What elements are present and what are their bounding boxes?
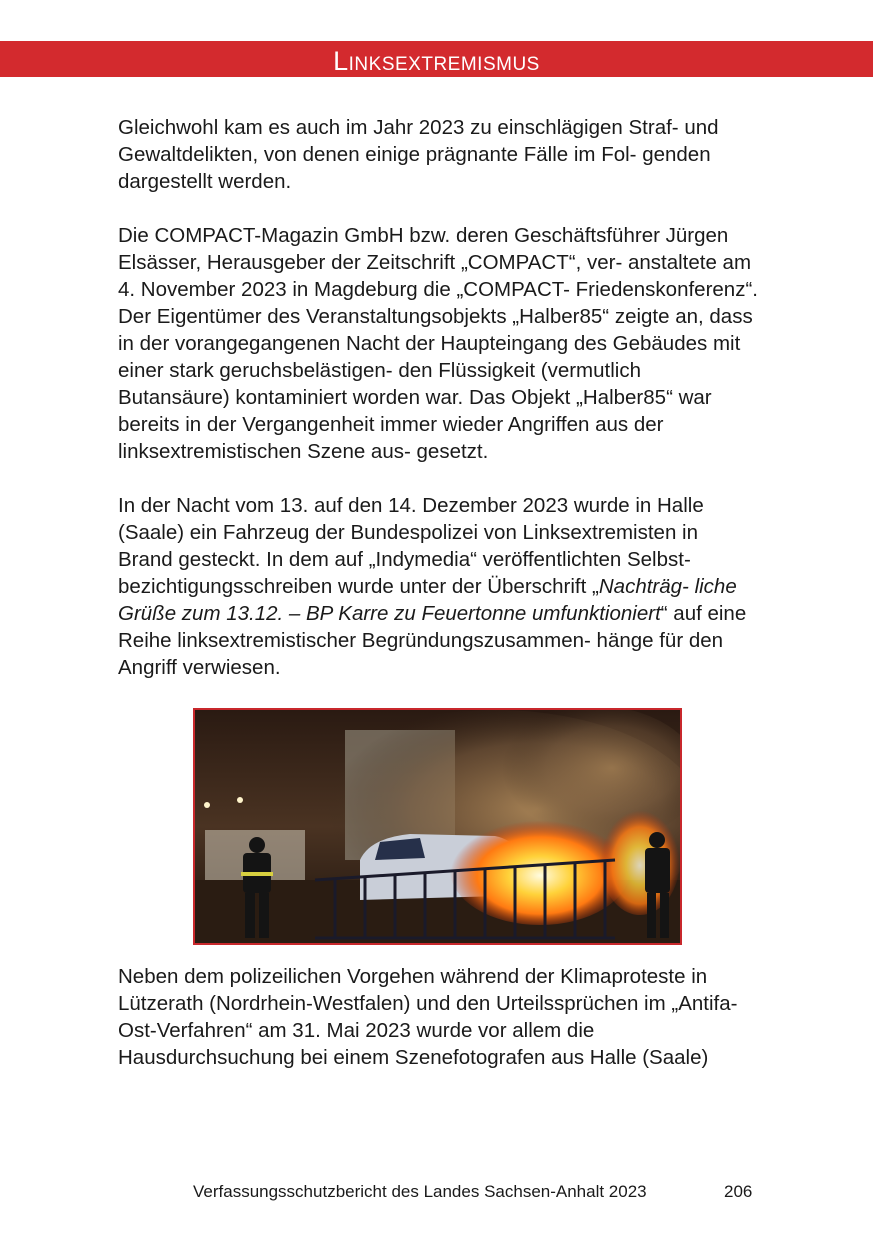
main-content (118, 114, 758, 1098)
paragraph-3-text-start: In der Nacht vom 13. auf den 14. Dezember 2023 wurde in Halle (Saale) ein Fahrzeug der Bundespolizei von Linksextremisten in Brand gesteckt. In dem auf „Indymedia“ veröffentlichten Selbst- bezichtigungsschreiben wurde unter der Überschrift „ (118, 494, 704, 598)
photo-illustration (195, 710, 680, 943)
page-number: 206 (724, 1182, 753, 1201)
paragraph-4: Neben dem polizeilichen Vorgehen während der Klimaproteste in Lützerath (Nordrhein-Westfalen) und den Urteilssprüchen im „Antifa-Ost-Verfahren“ am 31. Mai 2023 wurde vor allem die Hausdurchsuchung bei einem Szenefotografen aus Halle (Saale) (118, 965, 738, 1069)
section-title: Linksextremismus (333, 46, 540, 76)
paragraph-1: Gleichwohl kam es auch im Jahr 2023 zu einschlägigen Straf- und Gewaltdelikten, von denen einige prägnante Fälle im Fol- genden dargestellt werden. (118, 116, 719, 193)
burning-police-car-photo (193, 708, 682, 945)
section-header-bar (0, 41, 873, 77)
paragraph-3-text-end: “ auf eine Reihe linksextremistischer Begründungszusammen- hänge für den Angriff verwiesen. (118, 602, 747, 679)
headline-quote: Nachträg- liche Grüße zum 13.12. – BP Karre zu Feuertonne umfunktioniert (118, 575, 737, 625)
paragraph-2: Die COMPACT-Magazin GmbH bzw. deren Geschäftsführer Jürgen Elsässer, Herausgeber der Zeitschrift „COMPACT“, ver- anstaltete am 4. November 2023 in Magdeburg die „COMPACT- Friedenskonferenz“. Der Eigentümer des Veranstaltungsobjekts „Halber85“ zeigte an, dass in der vorangegangenen Nacht der Haupteingang des Gebäudes mit einer stark geruchsbelästigen- den Flüssigkeit (vermutlich Butansäure) kontaminiert worden war. Das Objekt „Halber85“ war bereits in der Vergangenheit immer wieder Angriffen aus der linksextremistischen Szene aus- gesetzt. (118, 224, 758, 463)
paragraph-3 (118, 492, 758, 681)
footer-publication-title: Verfassungsschutzbericht des Landes Sachsen-Anhalt 2023 (193, 1182, 647, 1201)
